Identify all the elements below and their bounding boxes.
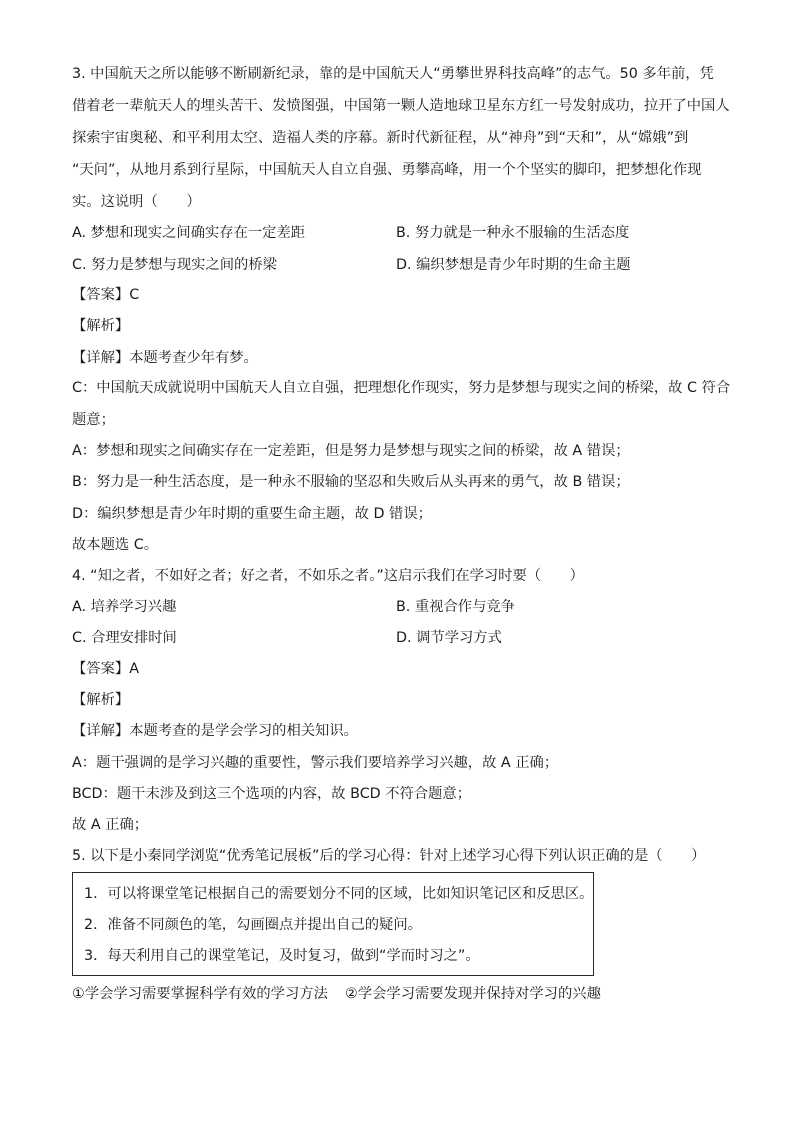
q5-statement-2: ②学会学习需要发现并保持对学习的兴趣 [345, 986, 601, 1002]
q3-option-c: C. 努力是梦想与现实之间的桥梁 [72, 257, 277, 273]
q4-explain-line-3: 故 A 正确； [72, 817, 149, 833]
q3-explain-line-3: A：梦想和现实之间确实存在一定差距，但是努力是梦想与现实之间的桥梁，故 A 错误； [72, 443, 630, 459]
q4-explain-line-1: A：题干强调的是学习兴趣的重要性，警示我们要培养学习兴趣，故 A 正确； [72, 755, 559, 771]
notes-box-line-1: 1．可以将课堂笔记根据自己的需要划分不同的区域，比如知识笔记区和反思区。 [84, 886, 594, 902]
answer-value: C [129, 287, 140, 303]
q3-option-b: B. 努力就是一种永不服输的生活态度 [396, 225, 630, 241]
q4-answer-row [72, 659, 139, 679]
notes-box-line-2: 2．准备不同颜色的笔，勾画圈点并提出自己的疑问。 [84, 917, 422, 933]
detail-text: 本题考查少年有梦。 [129, 350, 258, 366]
q4-option-d: D. 调节学习方式 [396, 630, 502, 646]
detail-text: 本题考查的是学会学习的相关知识。 [129, 723, 358, 739]
notes-box [72, 872, 594, 976]
q3-stem-line-3: 探索宇宙奥秘、和平利用太空、造福人类的序幕。新时代新征程，从“神舟”到“天和”，从“嫦娥”到 [72, 130, 689, 146]
q3-explain-line-6: 故本题选 C。 [72, 537, 159, 553]
q5-statement-1: ①学会学习需要掌握科学有效的学习方法 [72, 986, 328, 1002]
q3-explain-line-4: B：努力是一种生活态度，是一种永不服输的坚忍和失败后从头再来的勇气，故 B 错误； [72, 474, 630, 490]
q4-option-b: B. 重视合作与竞争 [396, 599, 515, 615]
q3-stem-line-5: 实。这说明（ ） [72, 194, 201, 210]
q4-explain-line-2: BCD：题干未涉及到这三个选项的内容，故 BCD 不符合题意； [72, 786, 472, 802]
q3-stem-line-4: “天问”，从地月系到行星际，中国航天人自立自强、勇攀高峰，用一个个坚实的脚印，把梦想化作现 [72, 162, 702, 178]
q3-stem-line-2: 借着老一辈航天人的埋头苦干、发愤图强，中国第一颗人造地球卫星东方红一号发射成功，拉开了中国人 [72, 98, 730, 114]
detail-tag: 【详解】 [72, 723, 130, 739]
answer-value: A [129, 661, 139, 677]
q4-option-a: A. 培养学习兴趣 [72, 599, 177, 615]
q3-detail-row [72, 348, 258, 368]
q4-stem: 4. “知之者，不如好之者；好之者，不如乐之者。”这启示我们在学习时要（ ） [72, 568, 584, 584]
q4-detail-row [72, 721, 358, 741]
detail-tag: 【详解】 [72, 350, 130, 366]
q3-explain-line-2: 题意； [72, 412, 115, 428]
q3-stem-line-1: 3. 中国航天之所以能够不断刷新纪录，靠的是中国航天人“勇攀世界科技高峰”的志气。50 多年前，凭 [72, 66, 714, 82]
answer-tag: 【答案】 [72, 287, 130, 303]
q3-explain-line-1: C：中国航天成就说明中国航天人自立自强，把理想化作现实，努力是梦想与现实之间的桥梁，故 C 符合 [72, 380, 731, 396]
q4-option-c: C. 合理安排时间 [72, 630, 177, 646]
q3-option-d: D. 编织梦想是青少年时期的生命主题 [396, 257, 631, 273]
answer-tag: 【答案】 [72, 661, 130, 677]
q3-answer-row [72, 285, 139, 305]
q5-stem: 5. 以下是小秦同学浏览“优秀笔记展板”后的学习心得：针对上述学习心得下列认识正确的是（ ） [72, 848, 706, 864]
q3-analysis-tag: 【解析】 [72, 318, 130, 334]
q3-explain-line-5: D：编织梦想是青少年时期的重要生命主题，故 D 错误； [72, 506, 432, 522]
notes-box-line-3: 3．每天利用自己的课堂笔记，及时复习，做到“学而时习之”。 [84, 948, 480, 964]
q3-option-a: A. 梦想和现实之间确实存在一定差距 [72, 225, 306, 241]
q4-analysis-tag: 【解析】 [72, 692, 130, 708]
